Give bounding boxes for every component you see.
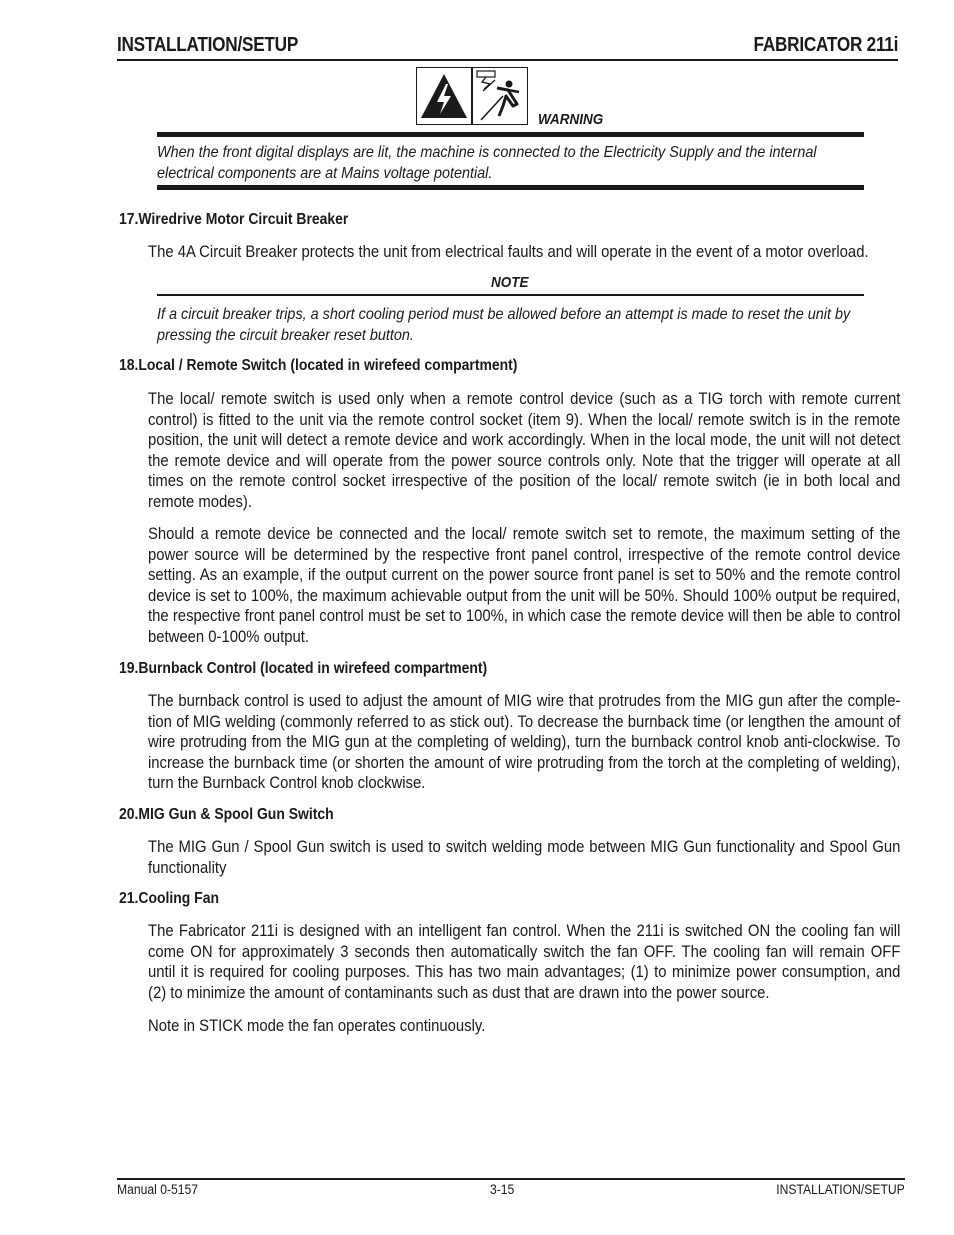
section-18-heading: 18.Local / Remote Switch (located in wirefeed compartment) xyxy=(119,357,518,374)
electrocution-person-icon xyxy=(472,67,528,125)
header-rule xyxy=(117,59,898,61)
section-17-paragraph: The 4A Circuit Breaker protects the unit from electrical faults and will operate in the event of a motor overload. xyxy=(148,243,869,261)
footer-section-name: INSTALLATION/SETUP xyxy=(776,1182,905,1197)
footer-manual-number: Manual 0-5157 xyxy=(117,1182,199,1197)
warning-label: WARNING xyxy=(538,111,604,128)
electric-shock-icon xyxy=(416,67,472,125)
footer-page-number: 3-15 xyxy=(490,1182,515,1197)
section-19-heading: 19.Burnback Control (located in wirefeed compartment) xyxy=(119,660,488,677)
section-21-heading: 21.Cooling Fan xyxy=(119,890,219,907)
section-18-paragraph-2: Should a remote device be connected and the local/ remote switch set to remote, the maximum setting of the power source will be determined by the respective front panel control, irrespective of the remote control device setting. As an example, if the output current on the power source front panel is set to 50% and the remote control device is set to 100%, the maximum achievable output from the unit will be 50%. Should 100% output be required, the respective front panel control must be set to 100%, in which case the remote device will then be able to control between 0-100% output. xyxy=(148,525,901,646)
note-rule xyxy=(157,294,864,296)
note-label: NOTE xyxy=(491,274,529,291)
section-18-paragraph-1: The local/ remote switch is used only when a remote control device (such as a TIG torch with remote current control) is fitted to the unit via the remote control socket (item 9). When the local/ remote switch is in the remote position, the unit will detect a remote device and work accordingly. When in the local mode, the unit will not detect the remote device and will operate from the power source controls only. Note that the trigger will operate at all times on the remote control socket irrespective of the position of the local/ remote switch (ie in both local and remote modes). xyxy=(148,390,901,511)
warning-icons xyxy=(416,67,528,125)
section-20-paragraph: The MIG Gun / Spool Gun switch is used to switch welding mode between MIG Gun functionality and Spool Gun functionality xyxy=(148,838,901,877)
header-product-title: FABRICATOR 211i xyxy=(753,34,898,56)
section-17-heading: 17.Wiredrive Motor Circuit Breaker xyxy=(119,211,349,228)
section-21-paragraph-2: Note in STICK mode the fan operates continuously. xyxy=(148,1017,486,1035)
warning-top-bar xyxy=(157,132,864,137)
section-19-paragraph: The burnback control is used to adjust the amount of MIG wire that protrudes from the MIG gun after the comple-tion of MIG welding (commonly referred to as stick out). To decrease the burnback time (or lengthen the amount of wire protruding from the MIG gun at the completing of welding), turn the burnback control knob anti-clockwise. To increase the burnback time (or shorten the amount of wire protruding from the torch at the completing of welding), turn the Burnback Control knob clockwise. xyxy=(148,692,901,793)
warning-bottom-bar xyxy=(157,185,864,190)
section-21-paragraph-1: The Fabricator 211i is designed with an intelligent fan control. When the 211i is switched ON the cooling fan will come ON for approximately 3 seconds then automatically switch the fan OFF. The cooling fan will remain OFF until it is required for cooling purposes. This has two main advantages; (1) to minimize power consumption, and (2) to minimize the amount of contaminants such as dust that are drawn into the power source. xyxy=(148,922,901,1002)
header-section-title: INSTALLATION/SETUP xyxy=(117,34,299,56)
warning-text: When the front digital displays are lit, the machine is connected to the Electricity Supply and the internal electrical components are at Mains voltage potential. xyxy=(157,144,817,182)
note-text: If a circuit breaker trips, a short cooling period must be allowed before an attempt is made to reset the unit by pressing the circuit breaker reset button. xyxy=(157,306,851,344)
section-20-heading: 20.MIG Gun & Spool Gun Switch xyxy=(119,806,334,823)
footer-rule xyxy=(117,1178,905,1180)
